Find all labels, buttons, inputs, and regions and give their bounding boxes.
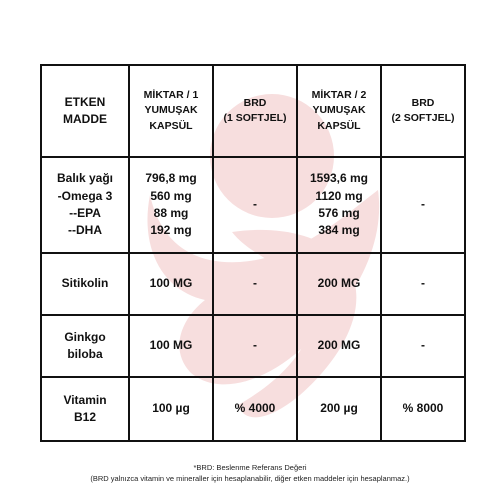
ingredient-name-cell (41, 253, 129, 315)
amount-1-cell (129, 157, 213, 253)
cell-text: 560 mg (150, 188, 192, 203)
table-row-vitamin-b12 (41, 377, 465, 441)
brd-1-cell: - (213, 253, 297, 315)
ingredient-name-cell (41, 157, 129, 253)
header-text: BRD (243, 96, 267, 109)
cell-text: Ginkgo (64, 329, 106, 344)
cell-text: 88 mg (153, 206, 189, 220)
header-amount-1 (129, 65, 213, 157)
cell-text: 100 µg (152, 401, 190, 416)
cell-text: 1593,6 mg (309, 171, 369, 186)
cell-text: 384 mg (318, 223, 360, 238)
header-brd-1 (213, 65, 297, 157)
cell-text: -Omega 3 (57, 188, 113, 203)
footnote-line-2: (BRD yalnızca vitamin ve mineraller için hesaplanabilir, diğer etken maddeler için hesaplanmaz.) (90, 474, 410, 484)
cell-text: Sitikolin (61, 276, 109, 291)
amount-2-cell (297, 253, 381, 315)
cell-text: B12 (73, 410, 96, 424)
cell-text: 100 MG (149, 276, 193, 291)
cell-text: --DHA (68, 223, 102, 238)
amount-2-cell (297, 157, 381, 253)
footnote-line-1: *BRD: Beslenme Referans Değeri (193, 463, 307, 472)
amount-2-cell (297, 315, 381, 377)
cell-text: Vitamin (63, 392, 107, 407)
table-row-ginkgo (41, 315, 465, 377)
cell-text: 1120 mg (315, 188, 363, 203)
header-text: (1 SOFTJEL) (223, 112, 287, 124)
amount-2-cell (297, 377, 381, 441)
brd-2-cell: - (381, 315, 465, 377)
header-text: YUMUŞAK (144, 104, 198, 117)
header-brd-2 (381, 65, 465, 157)
footnote (0, 462, 500, 485)
brd-1-cell: % 4000 (213, 377, 297, 441)
header-text: (2 SOFTJEL) (391, 112, 455, 124)
table-row-citicoline (41, 253, 465, 315)
brd-2-cell: % 8000 (381, 377, 465, 441)
cell-text: 200 MG (317, 276, 361, 291)
ingredient-name-cell (41, 315, 129, 377)
header-text: KAPSÜL (317, 119, 361, 132)
amount-1-cell (129, 253, 213, 315)
cell-text: 200 MG (317, 338, 361, 353)
cell-text: 200 µg (320, 401, 358, 416)
header-text: MİKTAR / 1 (143, 89, 199, 102)
cell-text: 192 mg (150, 223, 192, 238)
header-amount-2 (297, 65, 381, 157)
header-text: YUMUŞAK (312, 104, 366, 117)
cell-text: Balık yağı (56, 171, 114, 186)
brd-1-cell: - (213, 315, 297, 377)
cell-text: 576 mg (318, 206, 360, 220)
header-text: MADDE (63, 112, 107, 126)
ingredient-name-cell (41, 377, 129, 441)
nutrition-facts-table (40, 64, 466, 442)
brd-2-cell: - (381, 157, 465, 253)
cell-text: --EPA (69, 206, 101, 220)
amount-1-cell (129, 315, 213, 377)
header-text: MİKTAR / 2 (311, 89, 367, 102)
brd-1-cell: - (213, 157, 297, 253)
cell-text: biloba (67, 347, 103, 361)
header-text: KAPSÜL (149, 119, 193, 132)
brd-2-cell: - (381, 253, 465, 315)
table-row-fish-oil (41, 157, 465, 253)
header-text: BRD (411, 96, 435, 109)
cell-text: 796,8 mg (145, 171, 197, 186)
header-text: ETKEN (64, 94, 106, 109)
table-header-row (41, 65, 465, 157)
amount-1-cell (129, 377, 213, 441)
cell-text: 100 MG (149, 338, 193, 353)
header-ingredient (41, 65, 129, 157)
